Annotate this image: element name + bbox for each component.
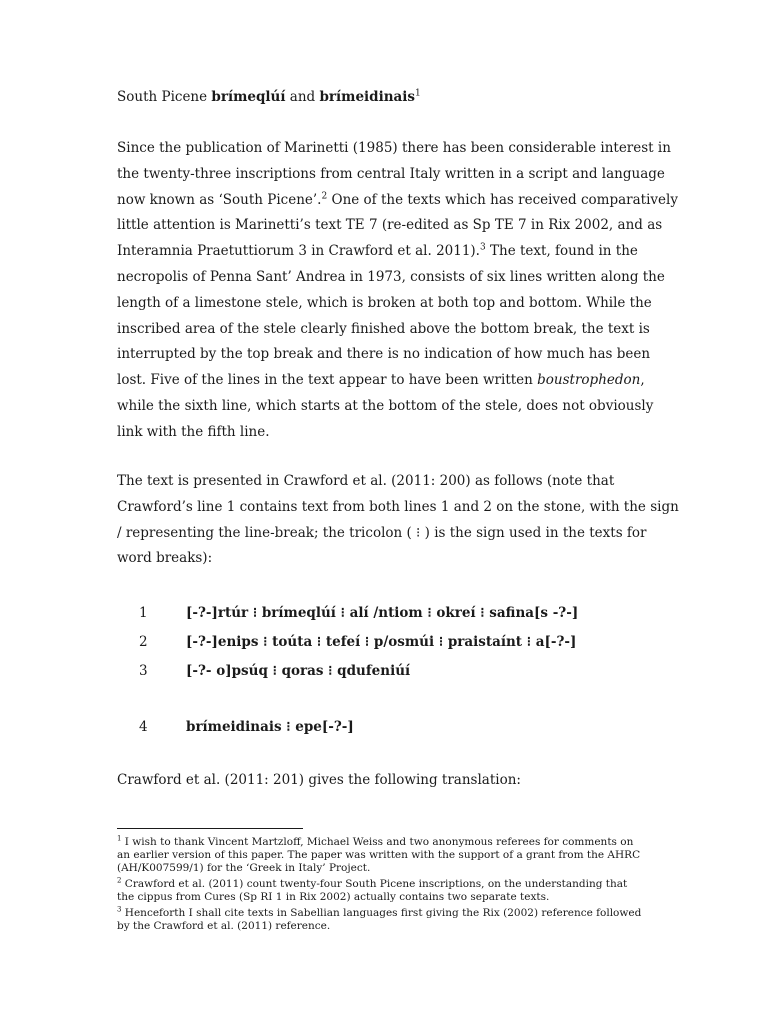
footnote-line: $^1$ I wish to thank Vincent Martzloff, Michael Weiss and two anonymous referees for comments on xyxy=(117,834,634,848)
footnote-ref-3[interactable]: 3 xyxy=(479,242,486,253)
footnote-line: $^2$ Crawford et al. (2011) count twenty-four South Picene inscriptions, on the understanding that xyxy=(117,876,628,890)
inscription-text: brímeidinais ⁝ epe[-?-] xyxy=(186,719,354,735)
text-line: word breaks): xyxy=(117,550,213,567)
footnote-line: the cippus from Cures (Sp RI 1 in Rix 2002) actually contains two separate texts. xyxy=(117,891,550,904)
footnote-2 xyxy=(117,878,657,904)
text-line: length of a limestone stele, which is broken at both top and bottom. While the xyxy=(117,294,652,311)
inscription-text: [-?- o]psúq ⁝ qoras ⁝ qdufeniúí xyxy=(186,663,411,679)
text-line: the twenty-three inscriptions from central Italy written in a script and language xyxy=(117,165,665,182)
footnote-line: an earlier version of this paper. The paper was written with the support of a grant from the AHRC xyxy=(117,849,641,862)
text-line: inscribed area of the stele clearly finished above the bottom break, the text is xyxy=(117,320,650,337)
text-line: Crawford et al. (2011: 201) gives the following translation: xyxy=(117,772,521,788)
title-word-1: brímeqlúí xyxy=(211,89,286,105)
title-word-2: brímeidinais xyxy=(319,89,416,105)
title-conjunction: and xyxy=(289,89,316,105)
footnote-ref-2[interactable]: 2 xyxy=(321,191,328,202)
text-line: link with the fifth line. xyxy=(117,423,270,440)
text-line: little attention is Marinetti’s text TE 7 (re-edited as Sp TE 7 in Rix 2002, and as xyxy=(117,217,663,234)
footnote-line: $^3$ Henceforth I shall cite texts in Sabellian languages first giving the Rix (2002) reference followed xyxy=(117,905,642,919)
line-number: 1 xyxy=(139,605,148,621)
text-line: The text is presented in Crawford et al. (2011: 200) as follows (note that xyxy=(117,473,615,489)
footnote-line: (AH/K007599/1) for the ‘Greek in Italy’ Project. xyxy=(117,862,371,875)
text-line: now known as ‘South Picene’.$^2$ One of the texts which has received comparatively xyxy=(117,191,678,208)
text-line: lost. Five of the lines in the text appear to have been written boustrophedon, xyxy=(117,372,645,389)
text-line: / representing the line-break; the tricolon ( ⁝ ) is the sign used in the texts for xyxy=(117,524,647,541)
footnote-marker: 2 xyxy=(117,876,122,885)
paragraph-intro xyxy=(117,136,678,446)
line-number: 4 xyxy=(139,719,148,735)
footnote-1 xyxy=(117,836,657,876)
text-line: interrupted by the top break and there is no indication of how much has been xyxy=(117,346,651,363)
text-line: Crawford’s line 1 contains text from both lines 1 and 2 on the stone, with the sign xyxy=(117,498,679,515)
inscription-line xyxy=(0,663,768,685)
inscription-text: [-?-]rtúr ⁝ brímeqlúí ⁝ alí /ntiom ⁝ okreí ⁝ safina[s -?-] xyxy=(186,605,579,621)
footnote-marker: 3 xyxy=(117,905,122,914)
italic-term: boustrophedon xyxy=(537,372,641,389)
line-number: 3 xyxy=(139,663,148,679)
text-line: necropolis of Penna Sant’ Andrea in 1973, consists of six lines written along the xyxy=(117,268,665,285)
text-line: while the sixth line, which starts at the bottom of the stele, does not obviously xyxy=(117,397,654,414)
inscription-line xyxy=(0,634,768,656)
text-line: Since the publication of Marinetti (1985) there has been considerable interest in xyxy=(117,140,671,156)
footnote-marker: 1 xyxy=(117,834,122,843)
paragraph-presentation xyxy=(117,469,679,572)
footnote-ref-1[interactable]: 1 xyxy=(415,88,421,99)
paragraph-translation-intro xyxy=(117,768,657,794)
title-prefix: South Picene xyxy=(117,89,208,105)
inscription-text: [-?-]enips ⁝ toúta ⁝ tefeí ⁝ p/osmúi ⁝ praistaínt ⁝ a[-?-] xyxy=(186,634,577,650)
line-number: 2 xyxy=(139,634,148,650)
inscription-line xyxy=(0,605,768,627)
page-title xyxy=(117,87,421,107)
inscription-line xyxy=(0,719,768,741)
footnote-line: by the Crawford et al. (2011) reference. xyxy=(117,920,331,933)
footnote-divider xyxy=(117,828,303,829)
footnote-3 xyxy=(117,907,657,933)
text-line: Interamnia Praetuttiorum 3 in Crawford et al. 2011).$^3$ The text, found in the xyxy=(117,242,638,260)
